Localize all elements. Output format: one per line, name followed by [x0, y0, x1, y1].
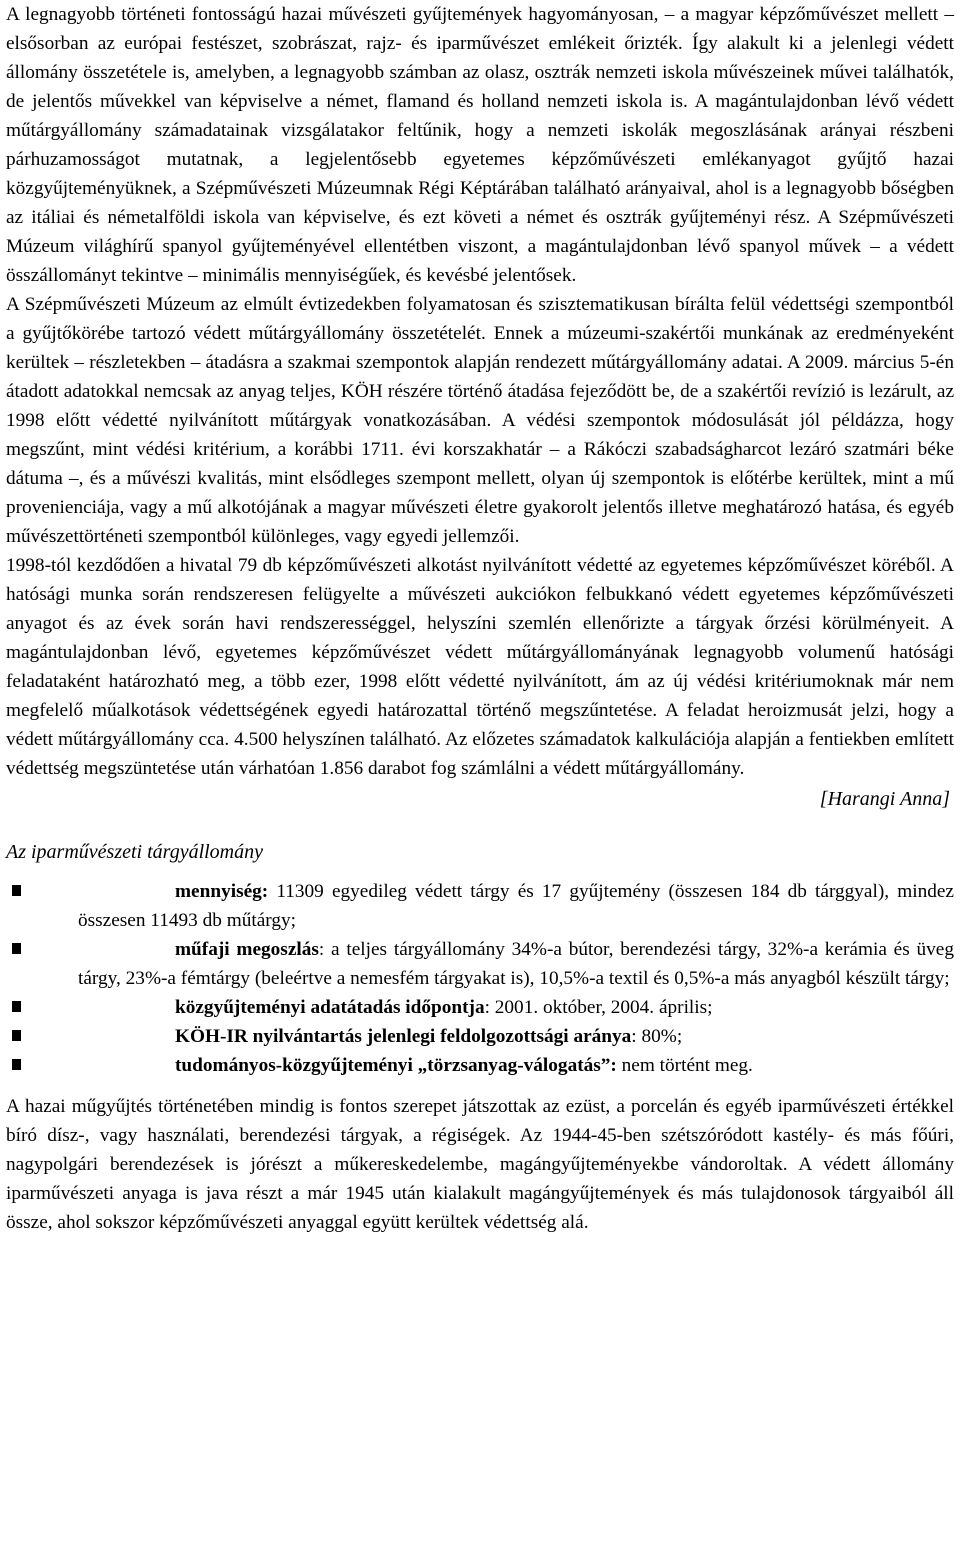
item-label: tudományos-közgyűjteményi „törzsanyag-válogatás”:	[175, 1055, 617, 1076]
item-text: nem történt meg.	[616, 1055, 753, 1076]
square-bullet-icon	[12, 885, 21, 896]
item-text: 11309 egyedileg védett tárgy és 17 gyűjtemény (összesen 184 db tárggyal), mindez összesen 11493 db műtárgy;	[78, 881, 954, 931]
square-bullet-icon	[12, 1059, 21, 1070]
facts-list	[6, 877, 954, 1080]
list-item	[6, 1022, 954, 1051]
item-label: mennyiség:	[175, 881, 269, 902]
square-bullet-icon	[12, 1001, 21, 1012]
list-item	[6, 993, 954, 1022]
section-title: Az iparművészeti tárgyállomány	[6, 841, 264, 863]
list-item	[6, 877, 954, 935]
list-item	[6, 935, 954, 993]
square-bullet-icon	[12, 943, 21, 954]
square-bullet-icon	[12, 1030, 21, 1041]
item-label: műfaji megoszlás	[175, 939, 319, 960]
author-signature: [Harangi Anna]	[819, 788, 950, 810]
paragraph-authority-work: 1998-tól kezdődően a hivatal 79 db képzőművészeti alkotást nyilvánított védetté az egyetemes képzőművészet köréből. A hatósági munka során rendszeresen felügyelte a művészeti aukciókon felbukkanó védett egyetemes képzőművészeti anyagot és az évek során havi rendszerességgel, helyszíni szemlén ellenőrizte a tárgyak őrzési körülményeit. A magántulajdonban lévő, egyetemes képzőművészet védett műtárgyállományának legnagyobb volumenű hatósági feladataként határozható meg, a több ezer, 1998 előtt védetté nyilvánított, ám az új védési kritériumoknak már nem megfelelő műalkotások védettségének egyedi határozattal történő megszűntetése. A feladat heroizmusát jelzi, hogy a védett műtárgyállomány cca. 4.500 helyszínen található. Az előzetes számadatok kalkulációja alapján a fentiekben említett védettség megszüntetése után várhatóan 1.856 darabot fog számlálni a védett műtárgyállomány.	[6, 555, 954, 779]
item-label: közgyűjteményi adatátadás időpontja	[175, 997, 485, 1018]
paragraph-museum-revision: A Szépművészeti Múzeum az elmúlt évtizedekben folyamatosan és szisztematikusan bírálta felül védettségi szempontból a gyűjtőkörébe tartozó védett műtárgyállomány összetételét. Ennek a múzeumi-szakértői munkának az eredményeként kerültek – részletekben – átadásra a szakmai szempontok alapján rendezett műtárgyállomány adatai. A 2009. március 5-én átadott adatokkal nemcsak az anyag teljes, KÖH részére történő átadása fejeződött be, de a szakértői revízió is lezárult, az 1998 előtt védetté nyilvánított műtárgyak vonatkozásában. A védési szempontok módosulását jól példázza, hogy megszűnt, mint védési kritérium, a korábbi 1711. évi korszakhatár – a Rákóczi szabadságharcot lezáró szatmári béke dátuma –, és a művészi kvalitás, mint elsődleges szempont mellett, olyan új szempontok is előtérbe kerültek, mint a mű provenienciája, vagy a mű alkotójának a magyar művészeti életre gyakorolt jelentős illetve meghatározó hatása, és egyéb művészettörténeti szempontból különleges, vagy egyedi jellemzői.	[6, 294, 954, 547]
item-text: : 80%;	[631, 1026, 683, 1047]
item-text: : 2001. október, 2004. április;	[484, 997, 713, 1018]
item-text: : a teljes tárgyállomány 34%-a bútor, berendezési tárgy, 32%-a kerámia és üveg tárgy, 23%-a fémtárgy (beleértve a nemesfém tárgyakat is), 10,5%-a textil és 0,5%-a más anyagból készült tárgy;	[78, 939, 954, 989]
paragraph-applied-arts: A hazai műgyűjtés történetében mindig is fontos szerepet játszottak az ezüst, a porcelán és egyéb iparművészeti értékkel bíró dísz-, vagy használati, berendezési tárgyak, a régiségek. Az 1944-45-ben szétszóródott kastély- és más főúri, nagypolgári berendezések is jórészt a műkereskedelembe, magángyűjteményekbe vándoroltak. A védett állomány iparművészeti anyaga is java részt a már 1945 után kialakult magángyűjtemények és más tulajdonosok tárgyaiból áll össze, ahol sokszor képzőművészeti anyaggal együtt kerültek védettség alá.	[6, 1096, 954, 1233]
item-label: KÖH-IR nyilvántartás jelenlegi feldolgozottsági aránya	[175, 1026, 632, 1047]
paragraph-national-schools: A legnagyobb történeti fontosságú hazai művészeti gyűjtemények hagyományosan, – a magyar képzőművészet mellett – elsősorban az európai festészet, szobrászat, rajz- és iparművészet emlékeit őrizték. Így alakult ki a jelenlegi védett állomány összetétele is, amelyben, a legnagyobb számban az olasz, osztrák nemzeti iskola művészeinek művei találhatók, de jelentős művekkel van képviselve a német, flamand és holland nemzeti iskola is. A magántulajdonban lévő védett műtárgyállomány számadatainak vizsgálatakor feltűnik, hogy a nemzeti iskolák megoszlásának arányai részbeni párhuzamosságot mutatnak, a legjelentősebb egyetemes képzőművészeti emlékanyagot gyűjtő hazai közgyűjteményüknek, a Szépművészeti Múzeumnak Régi Képtárában található arányaival, ahol is a legnagyobb bőségben az itáliai és németalföldi iskola van képviselve, és ezt követi a német és osztrák gyűjteményi rész. A Szépművészeti Múzeum világhírű spanyol gyűjteményével ellentétben viszont, a magántulajdonban lévő spanyol művek – a védett összállományt tekintve – minimális mennyiségűek, és kevésbé jelentősek.	[6, 4, 954, 286]
list-item	[6, 1051, 954, 1080]
